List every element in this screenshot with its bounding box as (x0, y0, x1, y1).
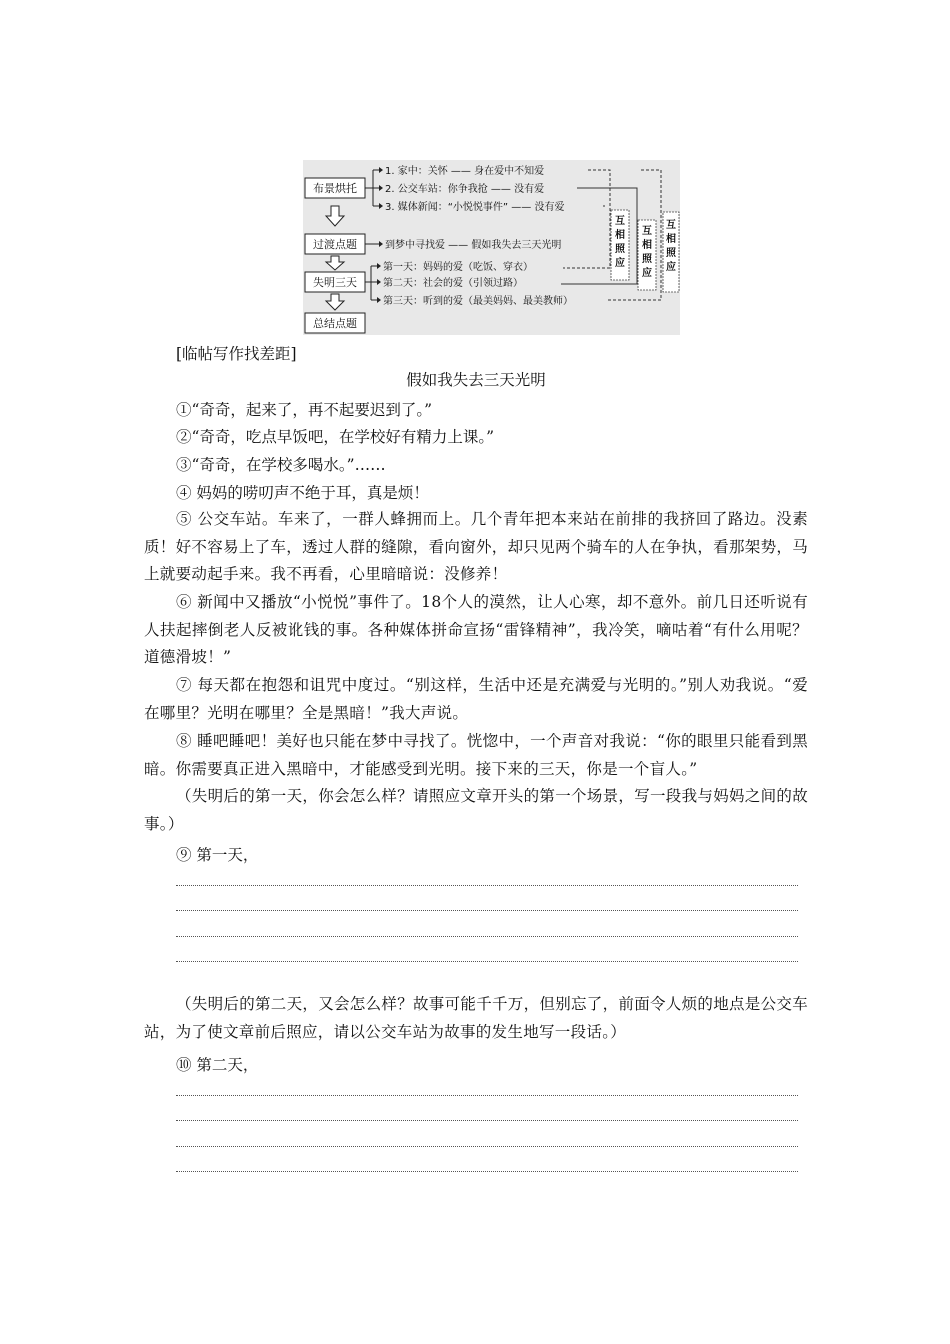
answer-line[interactable] (176, 1095, 798, 1096)
quote-3: ③“奇奇，在学校多喝水。”…… (176, 456, 386, 474)
box-transition-label: 过渡点题 (313, 238, 357, 251)
answer-line[interactable] (176, 961, 798, 962)
paragraph-8: ⑧ 睡吧睡吧！美好也只能在梦中寻找了。恍惚中，一个声音对我说：“你的眼里只能看到黑暗。你需要真正进入黑暗中，才能感受到光明。接下来的三天，你是一个盲人。” (144, 732, 808, 778)
answer-line[interactable] (176, 1120, 798, 1121)
answer-line[interactable] (176, 1171, 798, 1172)
box-summary-label: 总结点题 (313, 317, 357, 330)
echo-label-2: 互相照应 (642, 226, 652, 279)
section-heading: [临帖写作找差距] (176, 345, 297, 363)
paragraph-6: ⑥ 新闻中又播放“小悦悦”事件了。18个人的漠然，让人心寒，却不意外。前几日还听说有人扶起摔倒老人反被讹钱的事。各种媒体拼命宣扬“雷锋精神”，我冷笑，嘀咕着“有什么用呢？道德滑坡！” (144, 593, 808, 666)
quote-2: ②“奇奇，吃点早饭吧，在学校好有精力上课。” (176, 428, 495, 446)
day-item-3: 第三天：听到的爱（最美妈妈、最美教师） (383, 296, 573, 307)
paragraph-7: ⑦ 每天都在抱怨和诅咒中度过。“别这样，生活中还是充满爱与光明的。”别人劝我说。“爱在哪里？光明在哪里？全是黑暗！”我大声说。 (144, 676, 808, 722)
quote-1: ①“奇奇，起来了，再不起要迟到了。” (176, 401, 433, 419)
answer-line[interactable] (176, 910, 798, 911)
answer-line[interactable] (176, 1146, 798, 1147)
quote-4: ④ 妈妈的唠叨声不绝于耳，真是烦！ (176, 484, 429, 502)
structure-diagram-svg (303, 160, 680, 335)
day1-label: ⑨ 第一天， (176, 846, 259, 864)
scene-item-2: 2. 公交车站：你争我抢 —— 没有爱 (385, 184, 545, 195)
essay-title: 假如我失去三天光明 (406, 371, 546, 389)
scene-item-3: 3. 媒体新闻：“小悦悦事件” —— 没有爱 (385, 202, 565, 213)
box-scene-label: 布景烘托 (313, 182, 357, 195)
instruction-1: （失明后的第一天，你会怎么样？请照应文章开头的第一个场景，写一段我与妈妈之间的故事。） (144, 787, 809, 833)
day-item-1: 第一天：妈妈的爱（吃饭、穿衣） (383, 262, 533, 273)
answer-line[interactable] (176, 936, 798, 937)
structure-diagram (303, 160, 680, 335)
day-item-2: 第二天：社会的爱（引领过路） (383, 278, 523, 289)
paragraph-5: ⑤ 公交车站。车来了，一群人蜂拥而上。几个青年把本来站在前排的我挤回了路边。没素质！好不容易上了车，透过人群的缝隙，看向窗外，却只见两个骑车的人在争执，看那架势，马上就要动起手来。我不再看，心里暗暗说：没修养！ (144, 510, 808, 583)
instruction-2: （失明后的第二天，又会怎么样？故事可能千千万，但别忘了，前面令人烦的地点是公交车站，为了使文章前后照应，请以公交车站为故事的发生地写一段话。） (144, 995, 809, 1041)
answer-line[interactable] (176, 885, 798, 886)
transition-item: 到梦中寻找爱 —— 假如我失去三天光明 (385, 240, 562, 251)
day2-label: ⑩ 第二天， (176, 1056, 259, 1074)
down-arrow-icon (326, 206, 344, 310)
echo-label-3: 互相照应 (666, 220, 676, 273)
box-days-label: 失明三天 (313, 276, 357, 289)
scene-item-1: 1. 家中：关怀 —— 身在爱中不知爱 (385, 166, 545, 177)
echo-label-1: 互相照应 (615, 216, 625, 269)
